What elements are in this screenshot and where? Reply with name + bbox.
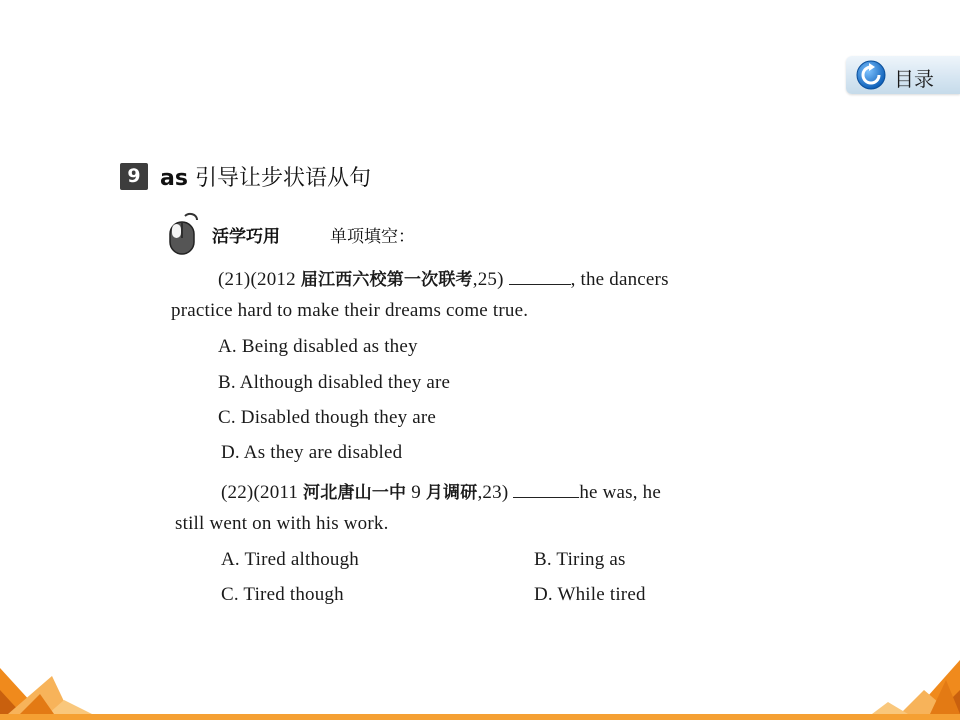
q22-blank[interactable] xyxy=(513,496,579,498)
mouse-icon xyxy=(167,212,203,256)
q22-source-text2: 月调研 xyxy=(425,483,478,503)
toc-button[interactable] xyxy=(846,56,960,94)
practice-instruction: 单项填空： xyxy=(330,227,415,247)
q22-option-a[interactable]: A. Tired although xyxy=(221,549,359,570)
q22-stem-line2: still went on with his work. xyxy=(175,513,389,534)
q22-option-b[interactable]: B. Tiring as xyxy=(534,549,626,570)
q21-source-close: ,25) xyxy=(472,269,504,290)
q21-number: (21) xyxy=(218,269,251,290)
practice-heading: 活学巧用 xyxy=(212,227,280,247)
q21-stem-tail: , the dancers xyxy=(570,269,669,290)
refresh-circle-icon xyxy=(856,60,886,90)
q21-option-a[interactable]: A. Being disabled as they xyxy=(218,336,418,357)
q22-source-text: 河北唐山一中 xyxy=(303,483,407,503)
section-title-keyword: as xyxy=(160,166,188,191)
q21-stem-line2: practice hard to make their dreams come true. xyxy=(171,300,529,321)
q21-option-c[interactable]: C. Disabled though they are xyxy=(218,407,437,428)
q22-option-d[interactable]: D. While tired xyxy=(534,584,646,605)
section-title xyxy=(160,161,371,192)
section-number-badge: 9 xyxy=(120,163,148,190)
q22-stem-line1 xyxy=(221,478,661,504)
q21-stem-line1 xyxy=(218,265,669,291)
q22-source-close: ,23) xyxy=(477,482,509,503)
q21-source-open: (2012 xyxy=(250,269,296,290)
q21-option-b[interactable]: B. Although disabled they are xyxy=(218,372,451,393)
section-title-text: 引导让步状语从句 xyxy=(194,166,371,191)
q21-option-d[interactable]: D. As they are disabled xyxy=(221,442,403,463)
q22-source-num: 9 xyxy=(411,482,421,503)
q22-option-c[interactable]: C. Tired though xyxy=(221,584,344,605)
q22-source-open: (2011 xyxy=(253,482,299,503)
q22-stem-tail: he was, he xyxy=(579,482,661,503)
q21-blank[interactable] xyxy=(509,283,571,285)
toc-label: 目录 xyxy=(894,67,934,91)
q21-source-text: 届江西六校第一次联考 xyxy=(300,270,473,290)
q22-number: (22) xyxy=(221,482,254,503)
